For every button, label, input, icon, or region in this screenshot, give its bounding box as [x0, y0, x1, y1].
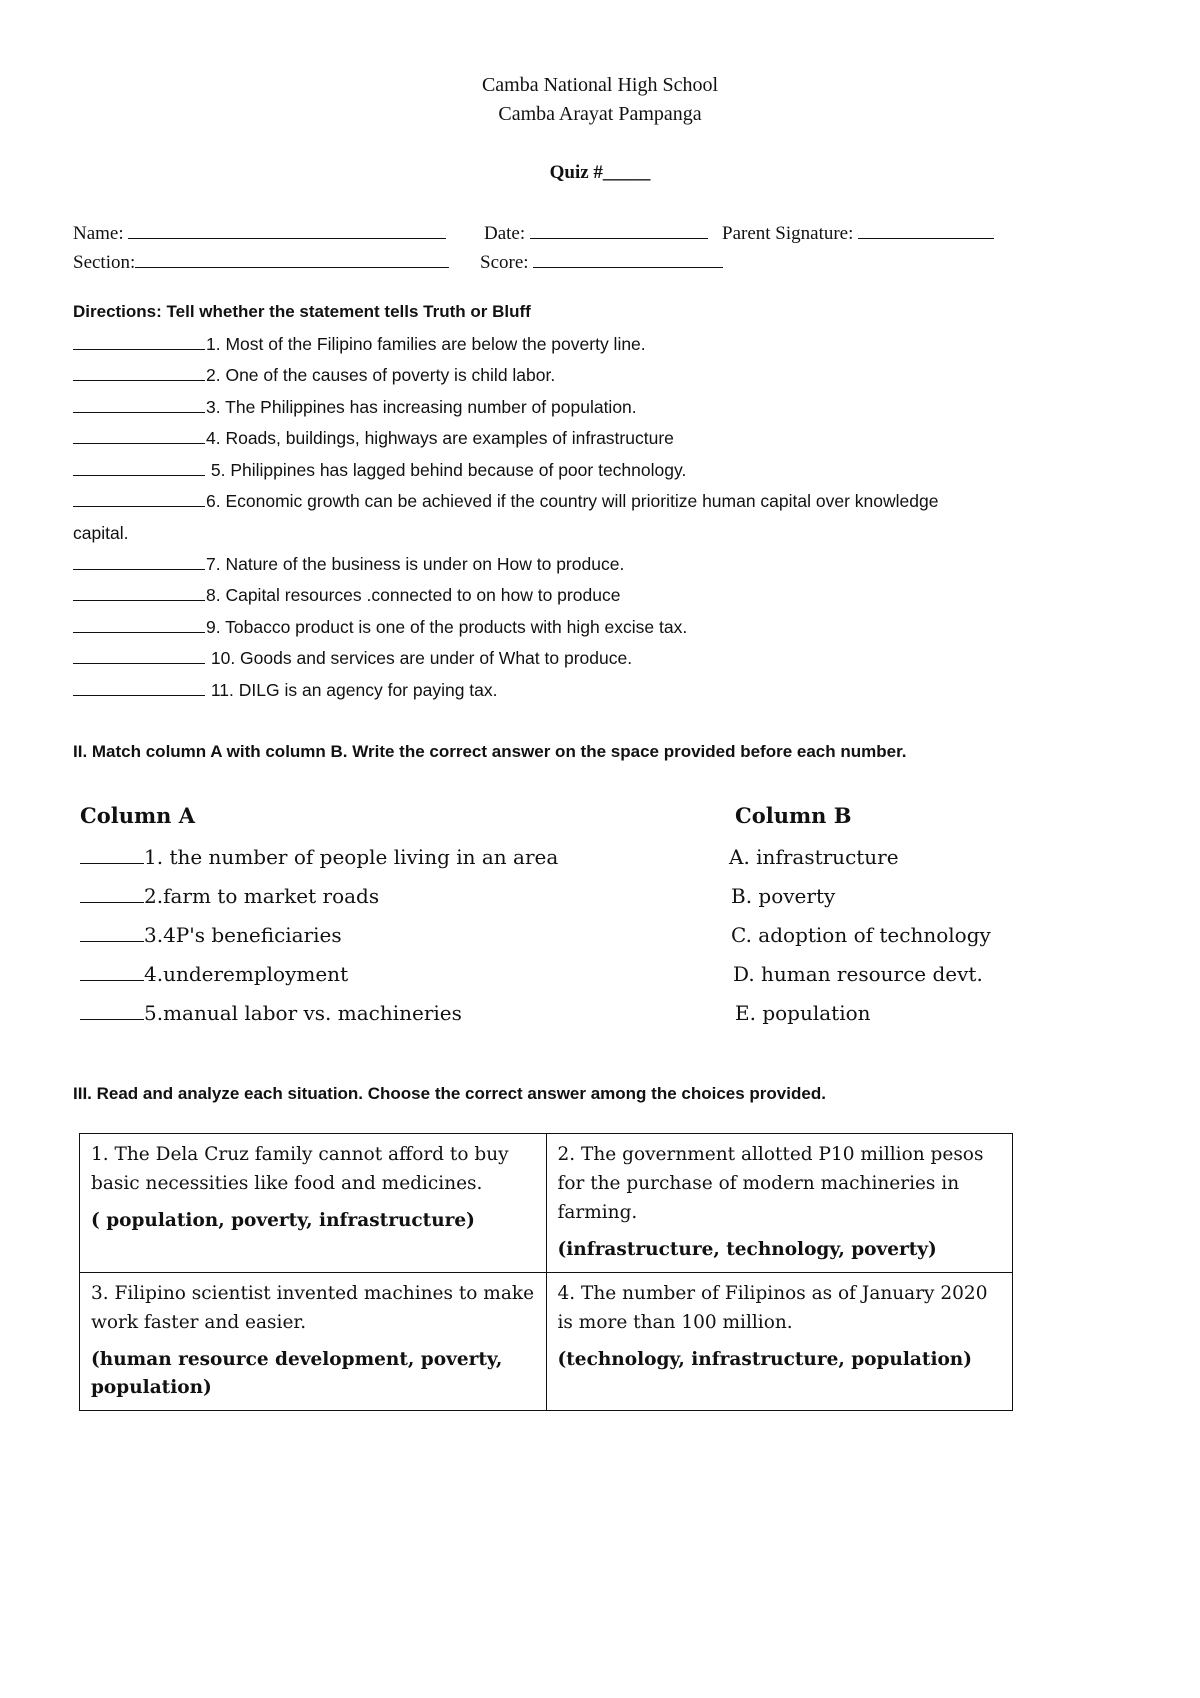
score-blank[interactable] — [533, 251, 723, 268]
date-blank[interactable] — [530, 222, 708, 239]
column-b-title: Column B — [735, 803, 852, 828]
column-a-item: 1. the number of people living in an area — [80, 845, 558, 869]
answer-blank[interactable] — [73, 365, 205, 381]
answer-blank[interactable] — [73, 648, 205, 664]
answer-blank[interactable] — [73, 680, 205, 696]
tf-item: 9. Tobacco product is one of the products with high excise tax. — [73, 617, 687, 638]
situation-cell — [546, 1273, 1013, 1411]
answer-blank[interactable] — [73, 397, 205, 413]
column-a-item: 3.4P's beneficiaries — [80, 923, 342, 947]
situation-cell — [80, 1273, 547, 1411]
situation-choices: (technology, infrastructure, population) — [557, 1349, 973, 1370]
score-field — [480, 251, 723, 274]
score-label: Score: — [480, 252, 529, 273]
situation-text: 1. The Dela Cruz family cannot afford to buy basic necessities like food and medicines. — [91, 1144, 509, 1194]
column-b-item: B. poverty — [731, 884, 836, 908]
tf-item: 2. One of the causes of poverty is child labor. — [73, 365, 555, 386]
date-field — [484, 222, 708, 245]
part2-heading: II. Match column A with column B. Write the correct answer on the space provided before each number. — [73, 742, 907, 761]
school-address: Camba Arayat Pampanga — [498, 103, 702, 125]
name-field — [73, 222, 446, 245]
situation-text: 3. Filipino scientist invented machines to make work faster and easier. — [91, 1283, 535, 1333]
tf-item: 7. Nature of the business is under on How to produce. — [73, 554, 624, 575]
part3-heading: III. Read and analyze each situation. Choose the correct answer among the choices provided. — [73, 1084, 826, 1103]
quiz-title: Quiz #_____ — [549, 162, 651, 183]
answer-blank[interactable] — [73, 334, 205, 350]
match-blank[interactable] — [80, 886, 144, 903]
column-a-title: Column A — [80, 803, 196, 828]
tf-item: 4. Roads, buildings, highways are examples of infrastructure — [73, 428, 674, 449]
answer-blank[interactable] — [73, 460, 205, 476]
situation-cell — [546, 1134, 1013, 1273]
parent-signature-field — [722, 222, 994, 245]
date-label: Date: — [484, 223, 526, 244]
column-a-item: 4.underemployment — [80, 962, 348, 986]
situation-cell — [80, 1134, 547, 1273]
tf-item: 6. Economic growth can be achieved if the country will prioritize human capital over knowledge — [73, 491, 938, 512]
table-row — [80, 1134, 1013, 1273]
situation-choices: (infrastructure, technology, poverty) — [557, 1239, 937, 1260]
answer-blank[interactable] — [73, 554, 205, 570]
match-blank[interactable] — [80, 925, 144, 942]
tf-item: 3. The Philippines has increasing number of population. — [73, 397, 637, 418]
column-b-item: E. population — [735, 1001, 871, 1025]
section-field — [73, 251, 449, 274]
section-blank[interactable] — [135, 251, 449, 268]
answer-blank[interactable] — [73, 428, 205, 444]
match-blank[interactable] — [80, 1003, 144, 1020]
name-blank[interactable] — [128, 222, 446, 239]
tf-item: 5. Philippines has lagged behind because of poor technology. — [73, 460, 686, 481]
situation-choices: ( population, poverty, infrastructure) — [91, 1210, 475, 1231]
column-b-item: A. infrastructure — [729, 845, 899, 869]
answer-blank[interactable] — [73, 585, 205, 601]
name-label: Name: — [73, 223, 124, 244]
tf-item: 11. DILG is an agency for paying tax. — [73, 680, 498, 701]
situations-table — [79, 1133, 1013, 1411]
situation-choices: (human resource development, poverty, population) — [91, 1349, 503, 1398]
table-row — [80, 1273, 1013, 1411]
section-label: Section: — [73, 252, 136, 273]
part1-directions: Directions: Tell whether the statement tells Truth or Bluff — [73, 302, 531, 321]
answer-blank[interactable] — [73, 491, 205, 507]
tf-item: 8. Capital resources .connected to on how to produce — [73, 585, 620, 606]
situation-text: 4. The number of Filipinos as of January 2020 is more than 100 million. — [557, 1283, 988, 1333]
column-b-item: D. human resource devt. — [733, 962, 983, 986]
parent-signature-blank[interactable] — [858, 222, 994, 239]
tf-item: 10. Goods and services are under of What to produce. — [73, 648, 632, 669]
tf-item-continuation: capital. — [73, 523, 129, 543]
match-blank[interactable] — [80, 964, 144, 981]
column-b-item: C. adoption of technology — [731, 923, 991, 947]
situation-text: 2. The government allotted P10 million pesos for the purchase of modern machineries in farming. — [557, 1144, 984, 1223]
match-blank[interactable] — [80, 847, 144, 864]
parent-signature-label: Parent Signature: — [722, 223, 854, 244]
column-a-item: 5.manual labor vs. machineries — [80, 1001, 462, 1025]
answer-blank[interactable] — [73, 617, 205, 633]
school-name: Camba National High School — [481, 74, 719, 96]
column-a-item: 2.farm to market roads — [80, 884, 379, 908]
tf-item: 1. Most of the Filipino families are below the poverty line. — [73, 334, 646, 355]
